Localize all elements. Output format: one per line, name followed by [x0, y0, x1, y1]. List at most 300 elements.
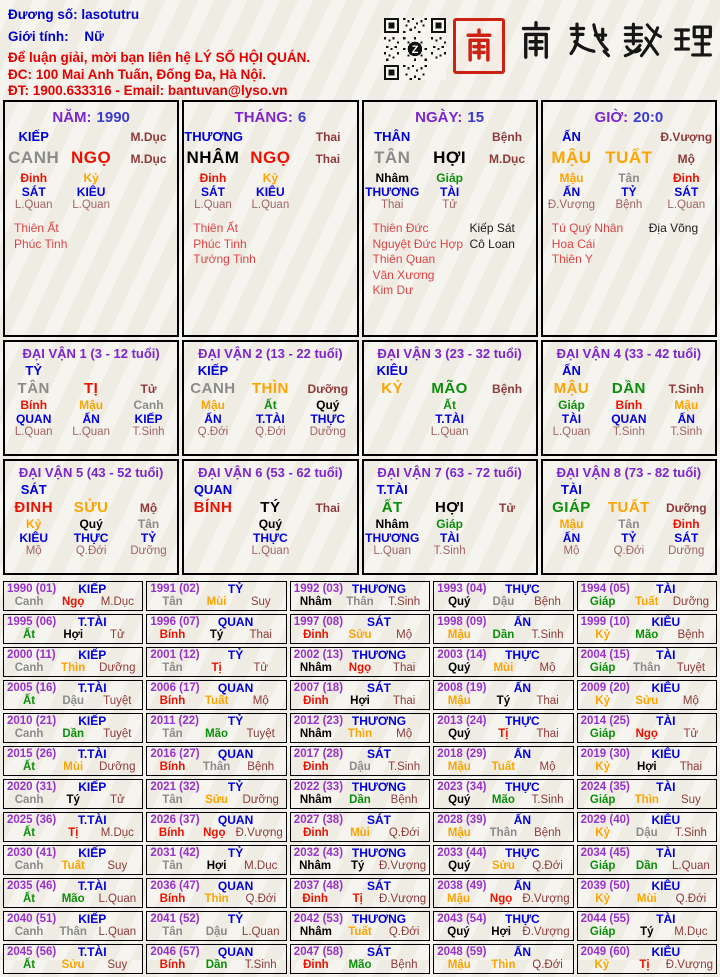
- hidden-stem: Nhâm: [375, 171, 409, 185]
- year-branch: Tý: [66, 794, 80, 806]
- year-number: 2019 (30): [580, 748, 630, 760]
- star-name: Tướng Tinh: [193, 252, 256, 266]
- brand-char-ly-icon: [670, 14, 714, 68]
- year-god: TỶ: [227, 780, 244, 794]
- year-stage: M.Dục: [100, 827, 134, 839]
- year-stem: Canh: [14, 728, 44, 740]
- hidden-stage: Dưỡng: [309, 426, 346, 438]
- daivan-box-3: [362, 340, 538, 456]
- pillar-title-label: GIỜ:: [594, 109, 629, 126]
- year-branch: Dậu: [349, 761, 371, 773]
- year-branch: Hợi: [63, 629, 84, 641]
- four-pillars-section: [0, 100, 720, 337]
- year-cell: [577, 944, 717, 974]
- year-stage: Đ.Vượng: [665, 959, 713, 971]
- year-number: 1991 (02): [150, 583, 200, 595]
- stage-label: Dưỡng: [666, 501, 707, 515]
- year-number: 2006 (17): [150, 682, 200, 694]
- daivan-box-7: [362, 459, 538, 575]
- hidden-stem: Đinh: [672, 517, 700, 531]
- year-stem: Đinh: [303, 959, 329, 971]
- year-god: KIẾP: [78, 714, 107, 728]
- stage-label: Thai: [315, 501, 341, 515]
- year-number: 2044 (55): [580, 913, 630, 925]
- year-cell: [3, 779, 143, 809]
- year-number: 2005 (16): [7, 682, 57, 694]
- year-stage: L.Quan: [241, 926, 280, 938]
- hidden-stem: Giáp: [558, 398, 585, 412]
- year-cell: [433, 614, 573, 644]
- year-number: 2032 (43): [293, 847, 344, 859]
- year-god: ẤN: [513, 945, 532, 959]
- year-stem: Bính: [159, 695, 186, 707]
- star-lists: [364, 221, 536, 299]
- year-number: 2030 (41): [7, 847, 57, 859]
- ten-god-label: TÀI: [560, 482, 582, 497]
- year-stem: Ất: [22, 695, 36, 707]
- year-stage: Q.Đới: [532, 860, 563, 872]
- hidden-stem: Kỷ: [83, 171, 99, 185]
- year-number: 2009 (20): [580, 682, 630, 694]
- year-god: KIÊU: [651, 681, 681, 695]
- year-stem: Tân: [162, 794, 183, 806]
- year-branch: Ngọ: [203, 827, 226, 839]
- year-cell: [146, 845, 286, 875]
- daivan-box-5: [3, 459, 179, 575]
- branch-label: HỢI: [433, 148, 467, 167]
- year-number: 1990 (01): [7, 583, 57, 595]
- hidden-stage: T.Sinh: [670, 426, 703, 438]
- gender-label: Giới tính:: [8, 29, 69, 44]
- year-branch: Tị: [211, 662, 222, 674]
- year-number: 2029 (40): [580, 814, 630, 826]
- year-stage: Q.Đới: [388, 926, 420, 938]
- year-number: 2033 (44): [437, 847, 487, 859]
- hidden-stem: Mậu: [200, 398, 225, 412]
- year-branch: Dần: [349, 794, 371, 806]
- pillar-2: [182, 100, 358, 337]
- star-list-black: [470, 221, 515, 299]
- branch-label: MÃO: [431, 380, 468, 397]
- hidden-god: THƯƠNG: [365, 185, 420, 199]
- year-branch: Dần: [205, 959, 228, 971]
- star-name: Kiếp Sát: [469, 221, 515, 235]
- year-god: KIẾP: [78, 846, 107, 860]
- year-number: 2020 (31): [7, 781, 57, 793]
- star-name: Văn Xương: [372, 267, 435, 282]
- stage-label: Mộ: [139, 501, 158, 515]
- year-number: 2038 (49): [437, 880, 487, 892]
- year-branch: Thân: [202, 761, 231, 773]
- year-stem: Ất: [22, 893, 36, 905]
- year-branch: Tý: [350, 860, 365, 872]
- star-list-red: [193, 221, 290, 268]
- hidden-stem: Quý: [79, 517, 103, 531]
- year-god: QUAN: [217, 945, 254, 959]
- year-stage: M.Dục: [100, 596, 134, 608]
- year-stem: Quý: [448, 596, 471, 608]
- year-number: 2046 (57): [150, 946, 200, 958]
- stage-label: M.Dục: [130, 152, 167, 166]
- year-god: TỶ: [227, 714, 244, 728]
- year-stage: Tuyệt: [676, 662, 706, 674]
- stem-label: NHÂM: [186, 148, 240, 167]
- year-god: TÀI: [656, 582, 676, 596]
- year-stem: Quý: [448, 728, 471, 740]
- year-branch: Ngọ: [348, 662, 372, 674]
- gender-line: [8, 28, 384, 45]
- year-stem: Giáp: [589, 662, 616, 674]
- year-god: T.TÀI: [77, 681, 107, 695]
- year-cell: [433, 746, 573, 776]
- pillar-3: [362, 100, 538, 337]
- year-branch: Dậu: [205, 926, 228, 938]
- year-god: TỶ: [227, 582, 244, 596]
- star-name: Thiên Y: [551, 252, 593, 266]
- year-stage: Bệnh: [247, 761, 275, 773]
- year-god: KIẾP: [78, 582, 107, 596]
- year-branch: Sửu: [348, 629, 372, 641]
- year-cell: [577, 845, 717, 875]
- year-god: T.TÀI: [77, 879, 107, 893]
- profile-id-value: lasotutru: [81, 7, 140, 22]
- pillar-4: [541, 100, 717, 337]
- year-stem: Giáp: [589, 926, 616, 938]
- pillar-title-value: 20:0: [633, 109, 664, 126]
- year-god: TÀI: [656, 714, 676, 728]
- brand-char-viet-icon: [566, 14, 610, 68]
- ten-god-label: THƯƠNG: [184, 129, 243, 144]
- hidden-god: SÁT: [674, 531, 699, 545]
- year-stage: Suy: [250, 596, 271, 608]
- year-cell: [433, 845, 573, 875]
- year-god: KIẾP: [78, 912, 107, 926]
- year-number: 2023 (34): [437, 781, 487, 793]
- year-cell: [577, 614, 717, 644]
- year-cell: [290, 845, 430, 875]
- year-stem: Đinh: [303, 629, 329, 641]
- hidden-stem: Mậu: [559, 517, 584, 531]
- year-branch: Tý: [496, 695, 511, 707]
- hidden-stem: Đinh: [199, 171, 227, 185]
- stem-label: TÂN: [17, 380, 50, 397]
- hidden-stage: L.Quan: [430, 426, 469, 438]
- year-cell: [433, 812, 573, 842]
- year-stem: Đinh: [303, 695, 329, 707]
- year-stem: Quý: [448, 860, 471, 872]
- ten-god-label: ẤN: [562, 129, 581, 144]
- year-number: 2043 (54): [437, 913, 487, 925]
- year-stage: Tử: [109, 794, 125, 806]
- year-god: SÁT: [366, 681, 391, 695]
- daivan-box-1: [3, 340, 179, 456]
- year-branch: Hợi: [206, 860, 227, 872]
- year-branch: Tị: [68, 827, 79, 839]
- year-stage: T.Sinh: [531, 629, 564, 641]
- year-cell: [3, 647, 143, 677]
- hidden-god: THƯƠNG: [365, 531, 420, 545]
- yearly-table-section: [0, 578, 720, 977]
- year-god: KIẾP: [78, 780, 107, 794]
- year-stage: M.Dục: [674, 926, 708, 938]
- year-stage: Mộ: [396, 629, 413, 641]
- year-god: THƯƠNG: [351, 780, 407, 794]
- year-stage: Suy: [680, 794, 701, 806]
- year-god: THƯƠNG: [351, 846, 407, 860]
- year-stage: Thai: [536, 695, 559, 707]
- hidden-stage: L.Quan: [14, 426, 53, 438]
- year-stem: Tân: [162, 926, 183, 938]
- stage-label: M.Dục: [489, 152, 526, 166]
- hidden-stem: Đinh: [20, 171, 48, 185]
- year-branch: Ngọ: [62, 596, 85, 608]
- star-lists: [5, 221, 177, 252]
- year-stage: T.Sinh: [674, 827, 707, 839]
- ten-god-label: KIẾP: [197, 363, 229, 378]
- year-cell: [577, 812, 717, 842]
- stem-label: ĐINH: [14, 499, 54, 516]
- year-stem: Bính: [159, 761, 186, 773]
- year-god: THỰC: [505, 648, 540, 662]
- year-stem: Giáp: [589, 596, 616, 608]
- year-cell: [3, 845, 143, 875]
- star-name: Nguyệt Đức Hợp: [372, 236, 464, 251]
- daivan-title: ĐẠI VẬN 7 (63 - 72 tuổi): [377, 465, 522, 480]
- year-god: TÀI: [656, 780, 676, 794]
- star-list-red: [14, 221, 111, 252]
- hidden-god: ẤN: [82, 412, 100, 426]
- year-stem: Bính: [159, 629, 186, 641]
- year-cell: [290, 713, 430, 743]
- year-number: 2035 (46): [7, 880, 57, 892]
- hidden-god: SÁT: [21, 185, 46, 199]
- daivan-box-2: [182, 340, 358, 456]
- year-cell: [146, 647, 286, 677]
- year-number: 2021 (32): [150, 781, 200, 793]
- year-stem: Canh: [14, 662, 44, 674]
- year-stage: Dưỡng: [242, 794, 279, 806]
- hidden-god: QUAN: [611, 412, 647, 426]
- year-stem: Ất: [22, 959, 36, 971]
- year-stage: Đ.Vượng: [235, 827, 283, 839]
- stage-label: Thai: [315, 130, 341, 144]
- year-god: THỰC: [505, 714, 540, 728]
- year-god: KIÊU: [651, 879, 681, 893]
- year-god: KIÊU: [651, 813, 681, 827]
- year-branch: Hợi: [491, 926, 511, 938]
- hidden-stage: Dưỡng: [130, 545, 167, 557]
- year-god: ẤN: [513, 681, 532, 695]
- svg-text:Z: Z: [411, 44, 419, 57]
- year-god: SÁT: [366, 747, 391, 761]
- year-branch: Mão: [205, 728, 229, 740]
- pillar-title: [543, 109, 715, 126]
- year-number: 2013 (24): [437, 715, 487, 727]
- year-branch: Mão: [61, 893, 85, 905]
- star-name: Hoa Cái: [551, 236, 596, 251]
- year-cell: [290, 614, 430, 644]
- profile-id-label: Đương số:: [8, 7, 78, 22]
- branch-label: TÝ: [260, 499, 281, 516]
- year-cell: [577, 680, 717, 710]
- year-branch: Mùi: [206, 596, 227, 608]
- year-cell: [433, 581, 573, 611]
- daivan-title: ĐẠI VẬN 6 (53 - 62 tuổi): [198, 465, 343, 480]
- year-number: 1997 (08): [293, 616, 344, 628]
- year-branch: Thìn: [61, 662, 86, 674]
- year-cell: [146, 878, 286, 908]
- brand-char-nam-icon: [514, 14, 558, 68]
- star-name: Phúc Tinh: [14, 236, 68, 251]
- hidden-stage: L.Quan: [251, 199, 290, 211]
- year-cell: [290, 746, 430, 776]
- year-branch: Mùi: [63, 761, 84, 773]
- pillar-title-value: 6: [297, 109, 307, 126]
- year-god: THỰC: [505, 780, 540, 794]
- year-number: 2045 (56): [7, 946, 57, 958]
- daivan-box-8: [541, 459, 717, 575]
- ten-god-label: QUAN: [193, 482, 233, 497]
- stem-label: GIÁP: [552, 499, 591, 516]
- pillar-title: [364, 109, 536, 126]
- year-number: 2036 (47): [150, 880, 200, 892]
- daivan-title: ĐẠI VẬN 4 (33 - 42 tuổi): [556, 346, 702, 361]
- pillar-title-value: 15: [467, 109, 485, 126]
- stem-label: BÍNH: [193, 499, 233, 516]
- year-branch: Thìn: [634, 794, 659, 806]
- year-stem: Quý: [447, 926, 470, 938]
- year-cell: [146, 614, 286, 644]
- year-stage: Q.Đới: [675, 893, 707, 905]
- seal-stamp-icon: [453, 18, 505, 74]
- year-cell: [3, 944, 143, 974]
- year-cell: [577, 647, 717, 677]
- year-cell: [3, 746, 143, 776]
- year-stage: Thai: [249, 629, 272, 641]
- year-cell: [433, 647, 573, 677]
- year-stem: Đinh: [303, 827, 329, 839]
- year-number: 2040 (51): [7, 913, 57, 925]
- year-stem: Nhâm: [299, 662, 332, 674]
- year-stem: Giáp: [589, 794, 616, 806]
- hidden-stem: Ất: [443, 398, 456, 412]
- year-cell: [146, 581, 286, 611]
- hidden-stage: T.Sinh: [132, 426, 165, 438]
- year-god: T.TÀI: [77, 813, 107, 827]
- year-god: SÁT: [366, 615, 391, 629]
- year-branch: Hợi: [350, 695, 370, 707]
- hidden-god: THỰC: [310, 412, 346, 426]
- hidden-stem: Tân: [618, 517, 640, 531]
- year-branch: Tý: [640, 926, 654, 938]
- branch-label: NGỌ: [250, 148, 291, 167]
- year-branch: Sửu: [491, 860, 515, 872]
- year-god: SÁT: [366, 945, 391, 959]
- year-stage: M.Dục: [244, 860, 278, 872]
- stage-label: T.Sinh: [668, 382, 704, 396]
- year-god: SÁT: [366, 879, 391, 893]
- year-branch: Mùi: [493, 662, 514, 674]
- year-stage: Tử: [683, 728, 699, 740]
- branch-label: TỊ: [83, 380, 99, 397]
- year-stage: Mộ: [252, 695, 269, 707]
- daivan-box-6: [182, 459, 358, 575]
- year-god: TỶ: [227, 912, 244, 926]
- year-stem: Mậu: [446, 893, 470, 905]
- star-name: Thiên Quan: [372, 252, 436, 266]
- year-number: 2001 (12): [150, 649, 200, 661]
- year-cell: [290, 944, 430, 974]
- pillar-1: [3, 100, 179, 337]
- year-number: 2028 (39): [437, 814, 487, 826]
- ten-god-label: ẤN: [562, 363, 581, 378]
- year-branch: Thân: [346, 596, 374, 608]
- hidden-god: THỰC: [253, 531, 288, 545]
- pillar-title: [184, 109, 356, 126]
- year-number: 1994 (05): [580, 583, 630, 595]
- hidden-stem: Quý: [316, 398, 340, 412]
- daivan-title: ĐẠI VẬN 8 (73 - 82 tuổi): [556, 465, 702, 480]
- year-number: 1998 (09): [437, 616, 487, 628]
- year-god: T.TÀI: [77, 615, 107, 629]
- star-name: Thiên Ất: [193, 221, 238, 235]
- year-stage: Suy: [107, 860, 128, 872]
- year-cell: [433, 680, 573, 710]
- year-god: T.TÀI: [77, 747, 107, 761]
- year-stem: Canh: [14, 596, 44, 608]
- hidden-stage: Thai: [381, 199, 404, 211]
- hidden-god: KIẾP: [134, 412, 163, 426]
- year-branch: Sửu: [61, 959, 85, 971]
- year-cell: [3, 713, 143, 743]
- year-stem: Tân: [162, 860, 183, 872]
- stage-label: Mộ: [677, 152, 695, 166]
- year-number: 2024 (35): [580, 781, 630, 793]
- year-stage: T.Sinh: [388, 761, 421, 773]
- stage-label: Bệnh: [492, 382, 523, 396]
- year-stem: Mậu: [447, 827, 471, 839]
- year-cell: [433, 779, 573, 809]
- hidden-stage: T.Sinh: [433, 545, 466, 557]
- year-stage: Suy: [107, 959, 128, 971]
- daivan-title: ĐẠI VẬN 2 (13 - 22 tuổi): [198, 346, 343, 361]
- year-stem: Nhâm: [299, 926, 332, 938]
- year-cell: [577, 878, 717, 908]
- year-stem: Nhâm: [299, 596, 332, 608]
- year-stage: Bệnh: [390, 959, 418, 971]
- hidden-stage: Mộ: [563, 545, 580, 557]
- year-god: TÀI: [656, 648, 676, 662]
- year-stem: Tân: [162, 662, 183, 674]
- hidden-stem: Giáp: [436, 171, 463, 185]
- ten-god-label: KIÊU: [376, 363, 408, 378]
- stem-label: MẬU: [553, 380, 590, 397]
- year-god: ẤN: [513, 747, 532, 761]
- ten-god-label: TỶ: [25, 363, 43, 378]
- year-cell: [3, 680, 143, 710]
- year-stem: Mậu: [447, 695, 471, 707]
- year-number: 2049 (60): [580, 946, 630, 958]
- year-cell: [3, 812, 143, 842]
- year-cell: [146, 944, 286, 974]
- year-number: 2037 (48): [293, 880, 344, 892]
- year-number: 2041 (52): [150, 913, 200, 925]
- year-stage: Dưỡng: [672, 596, 710, 608]
- year-branch: Dậu: [492, 596, 515, 608]
- branch-label: DẦN: [611, 380, 646, 397]
- stage-label: Dưỡng: [307, 382, 349, 396]
- year-number: 2004 (15): [580, 649, 630, 661]
